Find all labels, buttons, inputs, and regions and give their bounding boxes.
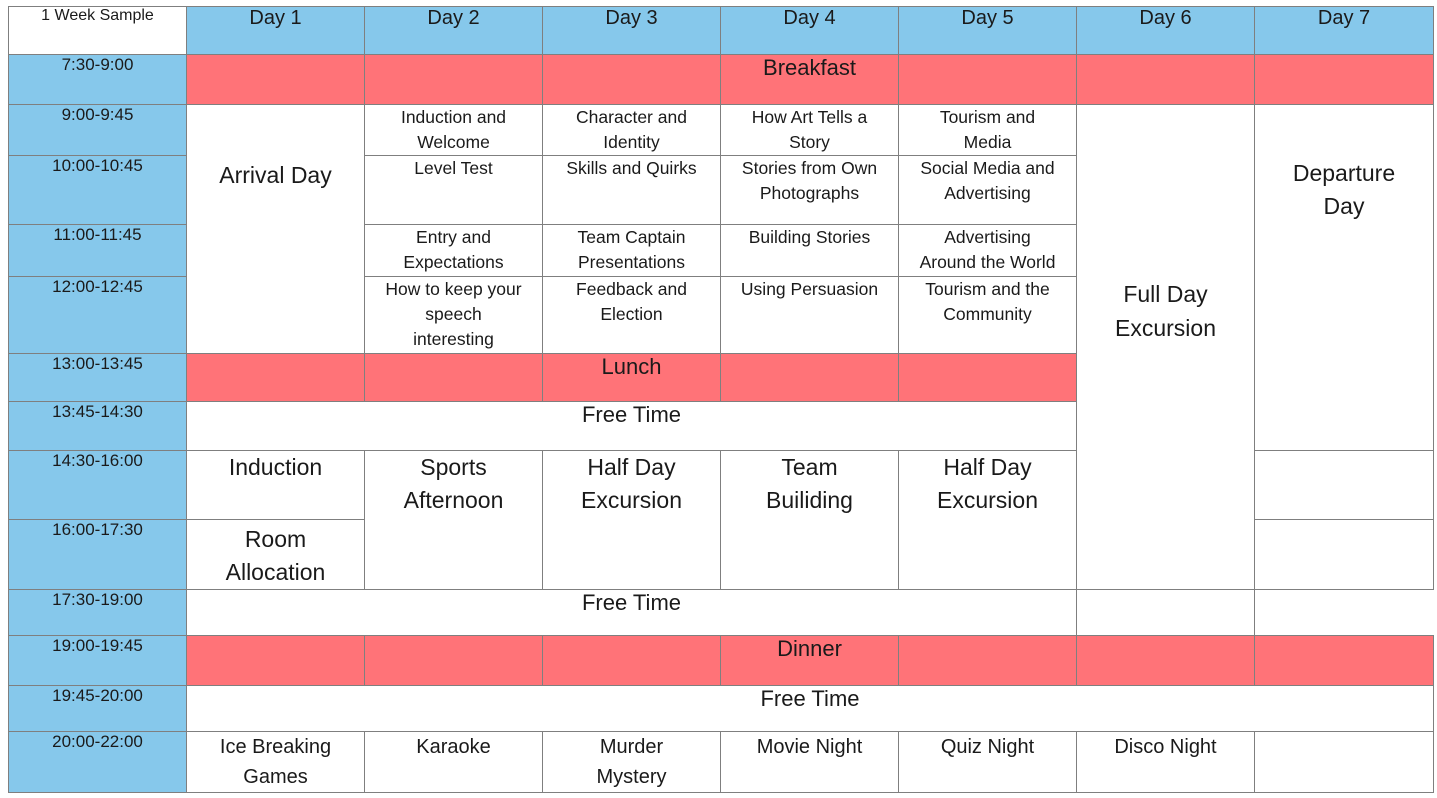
session-cell: Team Captain Presentations — [543, 225, 721, 277]
dinner-band — [365, 636, 543, 686]
room-allocation-cell: Room Allocation — [187, 520, 365, 590]
breakfast-band — [365, 55, 543, 105]
time-slot-label: 11:00-11:45 — [9, 225, 187, 277]
full-day-excursion-cell: Full Day Excursion — [1077, 105, 1255, 590]
session-cell: Tourism and Media — [899, 105, 1077, 156]
evening-activity-cell: Disco Night — [1077, 732, 1255, 793]
session-cell: Character and Identity — [543, 105, 721, 156]
time-slot-label: 19:45-20:00 — [9, 686, 187, 732]
induction-cell: Induction — [187, 451, 365, 520]
free-time-cell: Free Time — [187, 590, 1077, 636]
session-cell: Building Stories — [721, 225, 899, 277]
session-cell: Feedback and Election — [543, 277, 721, 354]
time-slot-label: 19:00-19:45 — [9, 636, 187, 686]
breakfast-band — [1077, 55, 1255, 105]
session-cell: Tourism and the Community — [899, 277, 1077, 354]
afternoon-activity-cell: Sports Afternoon — [365, 451, 543, 590]
time-slot-label: 9:00-9:45 — [9, 105, 187, 156]
session-cell: Level Test — [365, 156, 543, 225]
session-cell: Skills and Quirks — [543, 156, 721, 225]
lunch-band — [899, 354, 1077, 402]
evening-activity-cell: Movie Night — [721, 732, 899, 793]
time-slot-label: 12:00-12:45 — [9, 277, 187, 354]
empty-cell — [1255, 520, 1434, 590]
time-slot-label: 7:30-9:00 — [9, 55, 187, 105]
breakfast-band — [1255, 55, 1434, 105]
evening-activity-cell: Karaoke — [365, 732, 543, 793]
dinner-row — [9, 636, 1434, 686]
lunch-band — [721, 354, 899, 402]
afternoon-activity-cell: Half Day Excursion — [543, 451, 721, 590]
empty-cell — [1255, 451, 1434, 520]
time-slot-label: 16:00-17:30 — [9, 520, 187, 590]
day-header: Day 4 — [721, 7, 899, 55]
evening-activity-cell: Ice Breaking Games — [187, 732, 365, 793]
dinner-label: Dinner — [721, 636, 899, 686]
day-header: Day 7 — [1255, 7, 1434, 55]
free-time-cell: Free Time — [187, 686, 1434, 732]
evening-activity-cell: Murder Mystery — [543, 732, 721, 793]
time-slot-label: 20:00-22:00 — [9, 732, 187, 793]
time-slot-label: 17:30-19:00 — [9, 590, 187, 636]
evening-row — [9, 732, 1434, 793]
arrival-day-cell: Arrival Day — [187, 105, 365, 354]
day-header: Day 2 — [365, 7, 543, 55]
header-row — [9, 7, 1434, 55]
free-time-row — [9, 686, 1434, 732]
breakfast-label: Breakfast — [721, 55, 899, 105]
day-header: Day 6 — [1077, 7, 1255, 55]
evening-activity-cell: Quiz Night — [899, 732, 1077, 793]
free-time-cell: Free Time — [187, 402, 1077, 451]
breakfast-band — [899, 55, 1077, 105]
lunch-label: Lunch — [543, 354, 721, 402]
day-header: Day 5 — [899, 7, 1077, 55]
dinner-band — [543, 636, 721, 686]
lunch-band — [187, 354, 365, 402]
dinner-band — [899, 636, 1077, 686]
session-cell: How to keep your speech interesting — [365, 277, 543, 354]
time-slot-label: 13:00-13:45 — [9, 354, 187, 402]
departure-day-cell: Departure Day — [1255, 105, 1434, 451]
weekly-schedule-table — [8, 6, 1434, 793]
time-slot-label: 14:30-16:00 — [9, 451, 187, 520]
afternoon-activity-cell: Team Builiding — [721, 451, 899, 590]
session-cell: Advertising Around the World — [899, 225, 1077, 277]
session-cell: How Art Tells a Story — [721, 105, 899, 156]
free-time-row — [9, 590, 1434, 636]
schedule-title: 1 Week Sample — [9, 7, 187, 55]
breakfast-band — [543, 55, 721, 105]
morning-row-1 — [9, 105, 1434, 156]
breakfast-band — [187, 55, 365, 105]
empty-cell — [1077, 590, 1255, 636]
dinner-band — [1077, 636, 1255, 686]
dinner-band — [187, 636, 365, 686]
day-header: Day 1 — [187, 7, 365, 55]
session-cell: Induction and Welcome — [365, 105, 543, 156]
breakfast-row — [9, 55, 1434, 105]
dinner-band — [1255, 636, 1434, 686]
session-cell: Using Persuasion — [721, 277, 899, 354]
time-slot-label: 13:45-14:30 — [9, 402, 187, 451]
day-header: Day 3 — [543, 7, 721, 55]
lunch-band — [365, 354, 543, 402]
evening-activity-cell — [1255, 732, 1434, 793]
session-cell: Entry and Expectations — [365, 225, 543, 277]
time-slot-label: 10:00-10:45 — [9, 156, 187, 225]
afternoon-activity-cell: Half Day Excursion — [899, 451, 1077, 590]
session-cell: Stories from Own Photographs — [721, 156, 899, 225]
session-cell: Social Media and Advertising — [899, 156, 1077, 225]
